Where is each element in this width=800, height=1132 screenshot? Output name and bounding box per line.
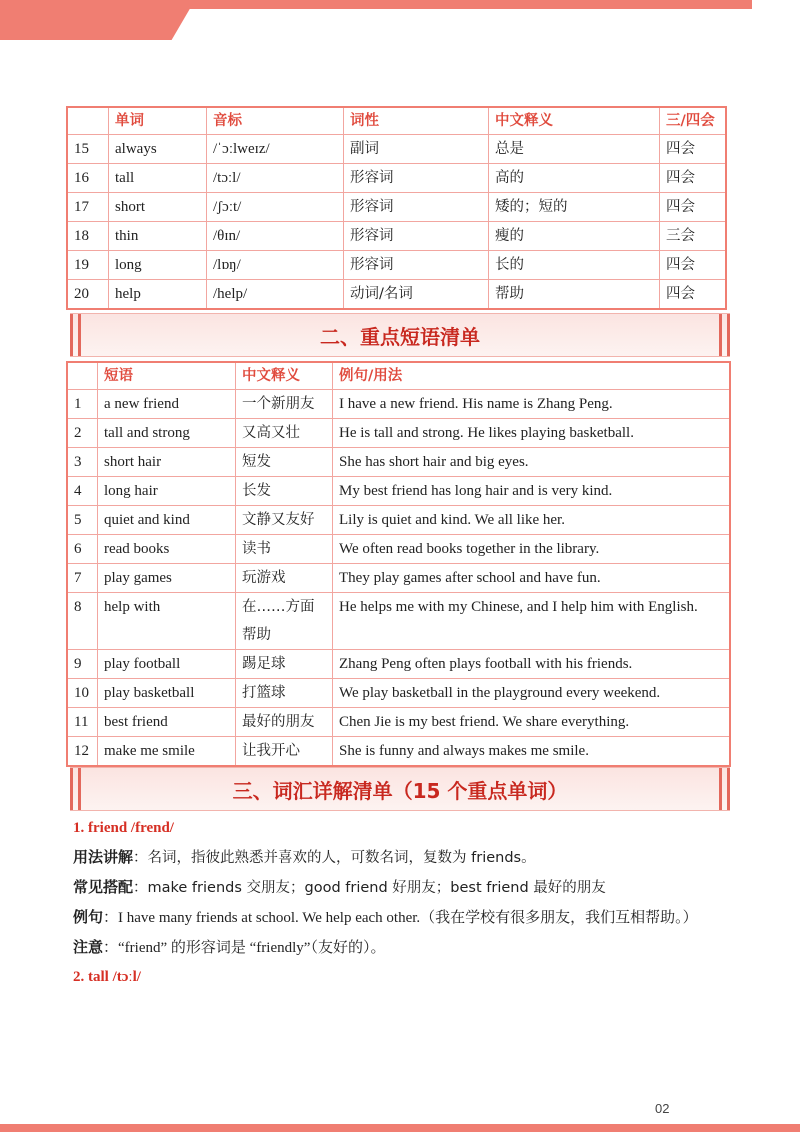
cell-num: 20 xyxy=(67,280,109,310)
cell-meaning: 最好的朋友 xyxy=(236,708,333,737)
vocab-table xyxy=(66,106,727,310)
cell-meaning: 打篮球 xyxy=(236,679,333,708)
table-row xyxy=(67,679,730,708)
section3-header xyxy=(70,767,730,811)
cell-num: 12 xyxy=(67,737,98,767)
cell-level: 四会 xyxy=(660,280,727,310)
cell-phrase: play football xyxy=(98,650,236,679)
collocation-label: 常见搭配 xyxy=(73,878,134,896)
vocab-col-level: 三/四会 xyxy=(660,107,727,135)
cell-num: 10 xyxy=(67,679,98,708)
section2-title: 二、重点短语清单 xyxy=(320,325,480,349)
cell-phonetic: /θɪn/ xyxy=(207,222,344,251)
vocab-table-header xyxy=(67,107,726,135)
usage-text: ：名词，指彼此熟悉并喜欢的人，可数名词，复数为 friends。 xyxy=(133,850,536,866)
cell-example: We play basketball in the playground every weekend. xyxy=(333,679,731,708)
cell-meaning: 瘦的 xyxy=(489,222,660,251)
example-text: ：I have many friends at school. We help each other.（我在学校有很多朋友，我们互相帮助。） xyxy=(103,910,698,926)
table-row xyxy=(67,506,730,535)
table-row xyxy=(67,390,730,419)
word-heading: 2. tall /tɔːl/ xyxy=(73,969,141,985)
vocab-col-word: 单词 xyxy=(109,107,207,135)
vocab-col-pos: 词性 xyxy=(344,107,489,135)
cell-phrase: play basketball xyxy=(98,679,236,708)
table-row xyxy=(67,193,726,222)
page-number: 02 xyxy=(655,1101,670,1116)
cell-phrase: short hair xyxy=(98,448,236,477)
table-row xyxy=(67,280,726,310)
cell-meaning: 长发 xyxy=(236,477,333,506)
cell-phrase: make me smile xyxy=(98,737,236,767)
cell-meaning: 帮助 xyxy=(489,280,660,310)
phrase-col-example: 例句/用法 xyxy=(333,362,731,390)
cell-example: My best friend has long hair and is very kind. xyxy=(333,477,731,506)
cell-example: They play games after school and have fun. xyxy=(333,564,731,593)
cell-phrase: a new friend xyxy=(98,390,236,419)
note-line xyxy=(73,933,733,963)
vocab-col-num xyxy=(67,107,109,135)
cell-num: 19 xyxy=(67,251,109,280)
cell-num: 9 xyxy=(67,650,98,679)
cell-phrase: best friend xyxy=(98,708,236,737)
cell-meaning: 文静又友好 xyxy=(236,506,333,535)
cell-phonetic: /ˈɔːlweɪz/ xyxy=(207,135,344,164)
cell-meaning: 长的 xyxy=(489,251,660,280)
cell-word: short xyxy=(109,193,207,222)
cell-meaning: 矮的；短的 xyxy=(489,193,660,222)
cell-pos: 副词 xyxy=(344,135,489,164)
cell-num: 6 xyxy=(67,535,98,564)
cell-word: long xyxy=(109,251,207,280)
cell-meaning: 读书 xyxy=(236,535,333,564)
cell-level: 四会 xyxy=(660,193,727,222)
phrase-table-header xyxy=(67,362,730,390)
note-text: ：“friend” 的形容词是 “friendly”（友好的）。 xyxy=(103,940,386,956)
cell-phrase: help with xyxy=(98,593,236,650)
cell-num: 11 xyxy=(67,708,98,737)
table-row xyxy=(67,477,730,506)
cell-example: Lily is quiet and kind. We all like her. xyxy=(333,506,731,535)
phrase-table xyxy=(66,361,731,767)
section2-header xyxy=(70,313,730,357)
cell-num: 3 xyxy=(67,448,98,477)
cell-example: He is tall and strong. He likes playing basketball. xyxy=(333,419,731,448)
cell-num: 15 xyxy=(67,135,109,164)
cell-num: 5 xyxy=(67,506,98,535)
example-label: 例句 xyxy=(73,908,104,926)
cell-phrase: tall and strong xyxy=(98,419,236,448)
table-row xyxy=(67,650,730,679)
cell-num: 1 xyxy=(67,390,98,419)
example-line xyxy=(73,903,733,933)
cell-example: She is funny and always makes me smile. xyxy=(333,737,731,767)
cell-phrase: long hair xyxy=(98,477,236,506)
usage-line xyxy=(73,843,733,873)
cell-num: 18 xyxy=(67,222,109,251)
cell-meaning: 玩游戏 xyxy=(236,564,333,593)
cell-pos: 形容词 xyxy=(344,251,489,280)
cell-meaning: 短发 xyxy=(236,448,333,477)
table-row xyxy=(67,222,726,251)
cell-phonetic: /lɒŋ/ xyxy=(207,251,344,280)
vocab-col-meaning: 中文释义 xyxy=(489,107,660,135)
cell-pos: 形容词 xyxy=(344,222,489,251)
cell-meaning: 一个新朋友 xyxy=(236,390,333,419)
cell-level: 四会 xyxy=(660,164,727,193)
cell-phrase: play games xyxy=(98,564,236,593)
table-row xyxy=(67,251,726,280)
top-decor-tab xyxy=(0,0,195,40)
cell-example: Chen Jie is my best friend. We share everything. xyxy=(333,708,731,737)
table-row xyxy=(67,135,726,164)
cell-example: I have a new friend. His name is Zhang Peng. xyxy=(333,390,731,419)
cell-level: 三会 xyxy=(660,222,727,251)
collocation-line xyxy=(73,873,733,903)
cell-phonetic: /tɔːl/ xyxy=(207,164,344,193)
collocation-text: ：make friends 交朋友；good friend 好朋友；best friend 最好的朋友 xyxy=(133,880,606,896)
cell-word: help xyxy=(109,280,207,310)
cell-pos: 形容词 xyxy=(344,193,489,222)
table-row xyxy=(67,419,730,448)
phrase-col-num xyxy=(67,362,98,390)
bottom-decor-bar xyxy=(0,1124,800,1132)
cell-word: tall xyxy=(109,164,207,193)
cell-num: 7 xyxy=(67,564,98,593)
cell-level: 四会 xyxy=(660,135,727,164)
phrase-col-meaning: 中文释义 xyxy=(236,362,333,390)
cell-meaning: 总是 xyxy=(489,135,660,164)
table-row xyxy=(67,164,726,193)
cell-word: thin xyxy=(109,222,207,251)
cell-pos: 形容词 xyxy=(344,164,489,193)
phrase-col-phrase: 短语 xyxy=(98,362,236,390)
note-label: 注意 xyxy=(73,938,104,956)
vocab-col-phonetic: 音标 xyxy=(207,107,344,135)
cell-num: 4 xyxy=(67,477,98,506)
word-heading: 1. friend /frend/ xyxy=(73,820,174,836)
cell-example: We often read books together in the library. xyxy=(333,535,731,564)
table-row xyxy=(67,737,730,767)
cell-meaning: 让我开心 xyxy=(236,737,333,767)
cell-word: always xyxy=(109,135,207,164)
cell-meaning: 踢足球 xyxy=(236,650,333,679)
cell-phrase: read books xyxy=(98,535,236,564)
table-row xyxy=(67,448,730,477)
cell-pos: 动词/名词 xyxy=(344,280,489,310)
cell-meaning: 又高又壮 xyxy=(236,419,333,448)
cell-num: 17 xyxy=(67,193,109,222)
cell-example: He helps me with my Chinese, and I help him with English. xyxy=(333,593,731,650)
cell-num: 2 xyxy=(67,419,98,448)
cell-level: 四会 xyxy=(660,251,727,280)
cell-meaning: 在……方面帮助 xyxy=(236,593,333,650)
cell-phrase: quiet and kind xyxy=(98,506,236,535)
vocab-detail xyxy=(73,814,733,992)
cell-example: She has short hair and big eyes. xyxy=(333,448,731,477)
cell-phonetic: /ʃɔːt/ xyxy=(207,193,344,222)
usage-label: 用法讲解 xyxy=(73,848,134,866)
section-bar-right xyxy=(717,314,730,356)
table-row xyxy=(67,535,730,564)
table-row xyxy=(67,593,730,650)
cell-phonetic: /help/ xyxy=(207,280,344,310)
cell-num: 8 xyxy=(67,593,98,650)
table-row xyxy=(67,708,730,737)
cell-meaning: 高的 xyxy=(489,164,660,193)
cell-example: Zhang Peng often plays football with his friends. xyxy=(333,650,731,679)
section-bar-right xyxy=(717,768,730,810)
table-row xyxy=(67,564,730,593)
section3-title: 三、词汇详解清单（15 个重点单词） xyxy=(232,779,568,803)
cell-num: 16 xyxy=(67,164,109,193)
